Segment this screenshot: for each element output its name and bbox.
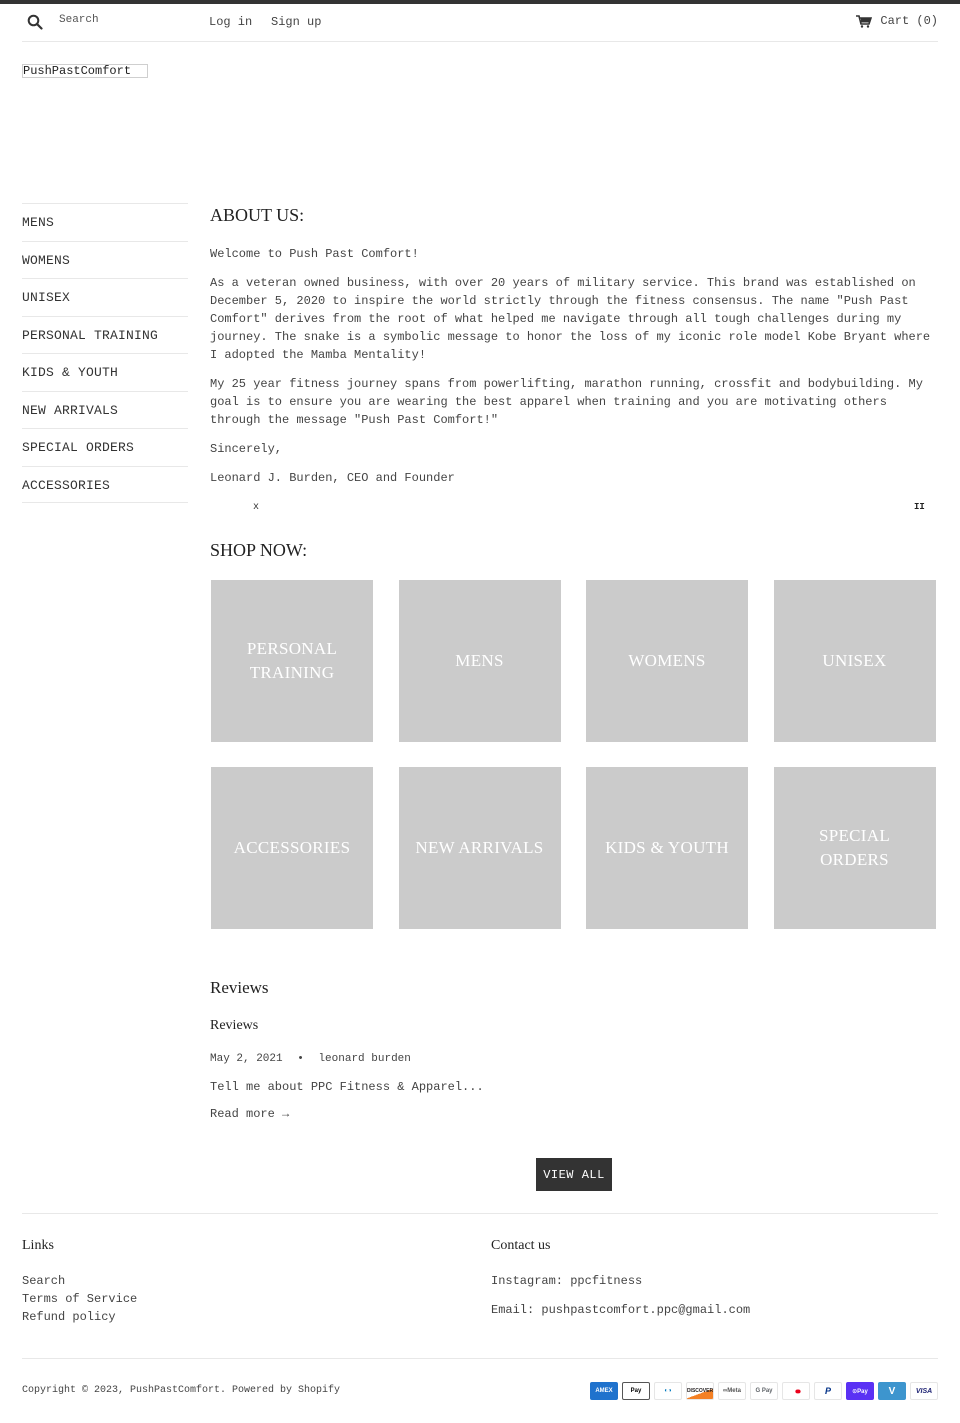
mastercard-icon: ●● — [782, 1382, 810, 1400]
footer-divider — [22, 1213, 938, 1214]
search-input[interactable]: Search — [59, 14, 99, 26]
collection-tile-accessories[interactable]: ACCESSORIES — [211, 767, 373, 929]
discover-icon: DISCOVER — [686, 1382, 714, 1400]
collection-tile-special-orders[interactable]: SPECIAL ORDERS — [774, 767, 936, 929]
footer-bottom-divider — [22, 1358, 938, 1359]
collection-tile-personal-training[interactable]: PERSONAL TRAINING — [211, 580, 373, 742]
footer-links — [22, 1238, 137, 1326]
payment-icons — [590, 1382, 938, 1400]
footer-link-refund[interactable]: Refund policy — [22, 1310, 116, 1324]
reviews-section-title: Reviews — [210, 978, 269, 997]
cart-link[interactable] — [856, 14, 938, 28]
paypal-icon: P — [814, 1382, 842, 1400]
collection-tile-new-arrivals[interactable]: NEW ARRIVALS — [399, 767, 561, 929]
venmo-icon: V — [878, 1382, 906, 1400]
apple-pay-icon: Pay — [622, 1382, 650, 1400]
cart-icon — [856, 15, 872, 28]
meta-separator: • — [297, 1053, 304, 1065]
slideshow-close-icon[interactable]: x — [253, 502, 260, 513]
about-body — [210, 245, 938, 498]
sidebar-item-mens[interactable]: MENS — [22, 203, 188, 241]
collection-tile-kids-youth[interactable]: KIDS & YOUTH — [586, 767, 748, 929]
site-header — [22, 4, 938, 42]
footer-contact — [491, 1238, 750, 1330]
contact-email: Email: pushpastcomfort.ppc@gmail.com — [491, 1303, 751, 1317]
footer-links-title: Links — [22, 1238, 54, 1253]
footer-link-terms[interactable]: Terms of Service — [22, 1292, 138, 1306]
review-author: leonard burden — [318, 1053, 411, 1065]
sidebar-item-new-arrivals[interactable]: NEW ARRIVALS — [22, 391, 188, 429]
google-pay-icon: G Pay — [750, 1382, 778, 1400]
sidebar-nav — [22, 203, 188, 503]
collection-tile-womens[interactable]: WOMENS — [586, 580, 748, 742]
copyright: Copyright © 2023, PushPastComfort. Powered by Shopify — [22, 1385, 341, 1396]
about-paragraph: My 25 year fitness journey spans from powerlifting, marathon running, crossfit and bodybuilding. My goal is to ensure you are wearing the best apparel when training and you are motivating others through the message "Push Past Comfort!" — [210, 377, 923, 427]
about-paragraph: As a veteran owned business, with over 20 years of military service. This brand was established on December 5, 2020 to inspire the world strictly through the fitness consensus. The name "Push Past Comfort" derives from the root of what helped me navigate through all tough challenges during my journey. The snake is a symbolic message to honor the loss of my iconic role model Kobe Bryant where I adopted the Mamba Mentality! — [210, 276, 931, 362]
meta-pay-icon: ∞Meta — [718, 1382, 746, 1400]
about-paragraph: Welcome to Push Past Comfort! — [210, 247, 419, 261]
contact-instagram: Instagram: ppcfitness — [491, 1274, 643, 1288]
sidebar-item-womens[interactable]: WOMENS — [22, 241, 188, 279]
about-paragraph: Sincerely, — [210, 442, 283, 456]
collection-tile-mens[interactable]: MENS — [399, 580, 561, 742]
sidebar-item-unisex[interactable]: UNISEX — [22, 278, 188, 316]
cart-label: Cart (0) — [880, 14, 938, 28]
visa-icon: VISA — [910, 1382, 938, 1400]
signup-link[interactable]: Sign up — [271, 15, 322, 29]
about-signature: Leonard J. Burden, CEO and Founder — [210, 471, 455, 485]
collection-tile-unisex[interactable]: UNISEX — [774, 580, 936, 742]
view-all-button[interactable]: VIEW ALL — [536, 1158, 612, 1191]
sidebar-item-accessories[interactable]: ACCESSORIES — [22, 466, 188, 504]
sidebar-item-special-orders[interactable]: SPECIAL ORDERS — [22, 428, 188, 466]
read-more-link[interactable]: Read more → — [210, 1107, 290, 1121]
shop-title: SHOP NOW: — [210, 540, 308, 560]
sidebar-item-personal-training[interactable]: PERSONAL TRAINING — [22, 316, 188, 354]
shop-pay-icon: ⊙Pay — [846, 1382, 874, 1400]
reviews-blog-title[interactable]: Reviews — [210, 1018, 259, 1033]
sidebar-item-kids-youth[interactable]: KIDS & YOUTH — [22, 353, 188, 391]
review-meta — [210, 1053, 411, 1065]
diners-club-icon: ◐◑ — [654, 1382, 682, 1400]
footer-link-search[interactable]: Search — [22, 1274, 66, 1288]
search-icon[interactable] — [27, 14, 43, 30]
footer-contact-title: Contact us — [491, 1238, 551, 1253]
collection-grid — [211, 580, 937, 929]
review-date: May 2, 2021 — [210, 1053, 283, 1065]
about-title: ABOUT US: — [210, 205, 305, 225]
amex-icon: AMEX — [590, 1382, 618, 1400]
review-excerpt: Tell me about PPC Fitness & Apparel... — [210, 1080, 484, 1094]
slideshow-pause-icon[interactable]: II — [914, 502, 925, 512]
login-link[interactable]: Log in — [209, 15, 253, 29]
site-logo[interactable]: PushPastComfort — [22, 64, 148, 78]
